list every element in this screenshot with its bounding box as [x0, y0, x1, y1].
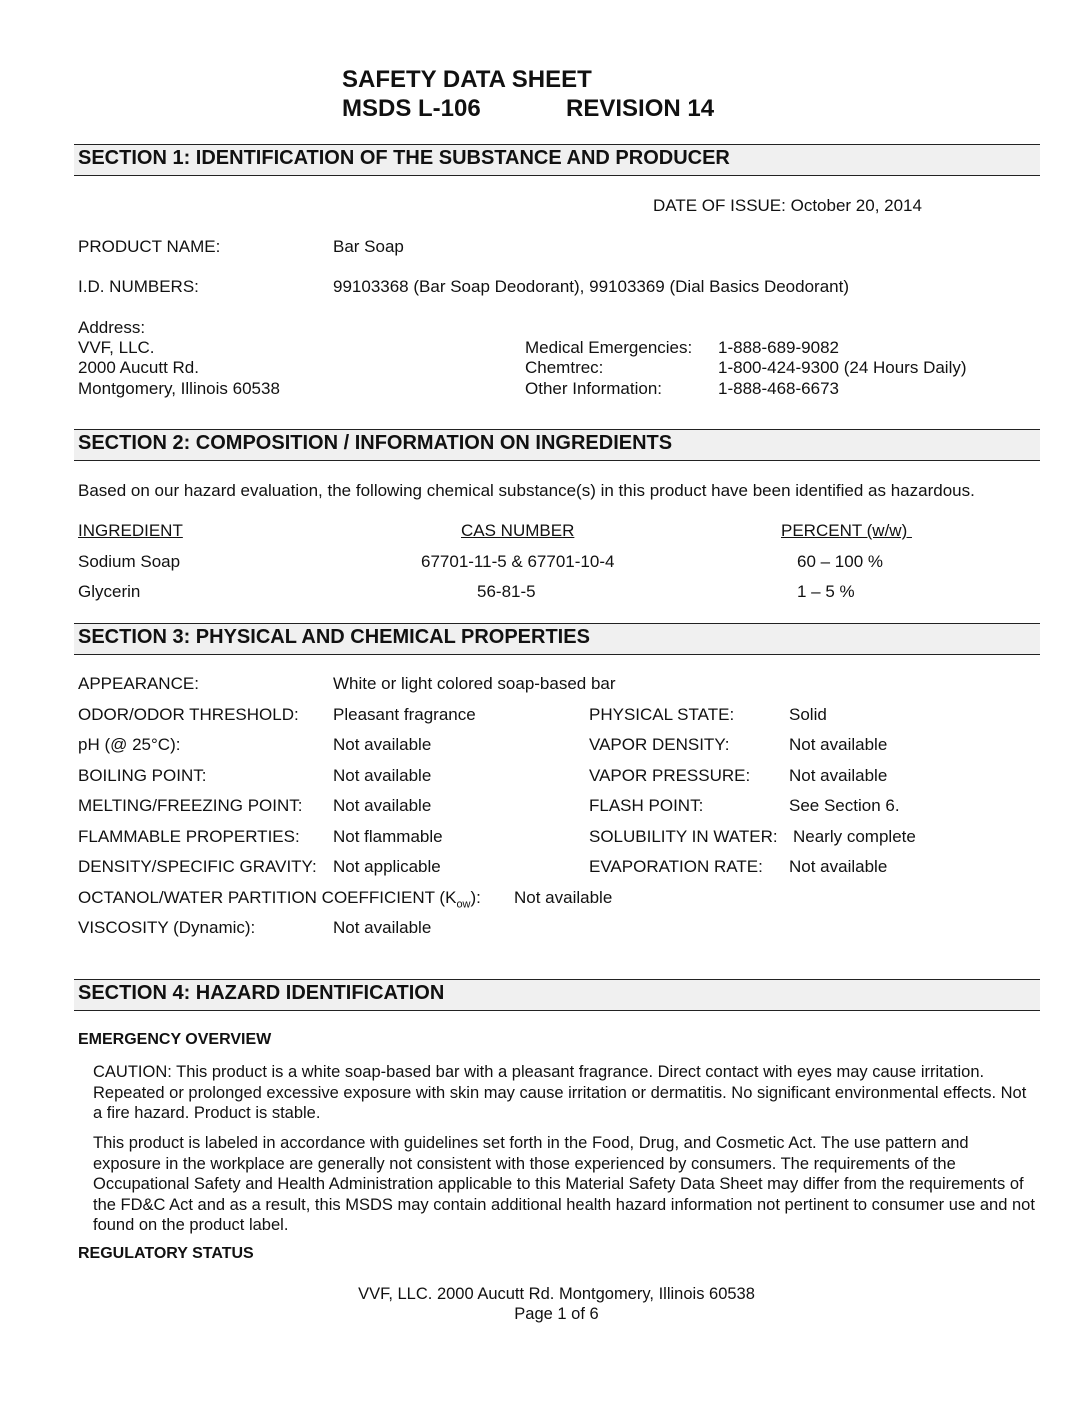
- id-numbers-value: 99103368 (Bar Soap Deodorant), 99103369 (Dial Basics Deodorant): [333, 277, 849, 296]
- document-title: SAFETY DATA SHEET: [342, 66, 592, 93]
- ingredient-cas: 67701-11-5 & 67701-10-4: [421, 552, 615, 571]
- property-value: Not available: [789, 735, 888, 754]
- octanol-coefficient-value: Not available: [514, 888, 613, 907]
- composition-intro: Based on our hazard evaluation, the following chemical substance(s) in this product have been identified as hazardous.: [78, 481, 975, 500]
- appearance-label: APPEARANCE:: [78, 674, 199, 693]
- ingredient-name: Glycerin: [78, 582, 141, 601]
- property-label: FLASH POINT:: [589, 796, 704, 815]
- column-header-percent: PERCENT (w/w): [781, 521, 912, 540]
- page-number: Page 1 of 6: [514, 1305, 599, 1323]
- column-header-cas: CAS NUMBER: [461, 521, 575, 540]
- property-value: Not available: [333, 796, 432, 815]
- product-name-label: PRODUCT NAME:: [78, 237, 221, 256]
- property-value: Not available: [789, 766, 888, 785]
- address-line: VVF, LLC.: [78, 338, 155, 357]
- property-label: PHYSICAL STATE:: [589, 705, 735, 724]
- caution-paragraph: CAUTION: This product is a white soap-based bar with a pleasant fragrance. Direct contact with eyes may cause irritation. Repeated or prolonged excessive exposure with skin may cause irritation or dermatitis. No significant environmental effects. Not a fire hazard. Product is stable.: [93, 1063, 1027, 1122]
- section-2-heading: SECTION 2: COMPOSITION / INFORMATION ON INGREDIENTS: [74, 429, 1040, 461]
- address-label: Address:: [78, 318, 146, 337]
- regulatory-status-heading: REGULATORY STATUS: [78, 1245, 254, 1262]
- ingredient-percent: 60 – 100 %: [797, 552, 884, 571]
- contact-label-other: Other Information:: [525, 379, 663, 398]
- contact-label-medical: Medical Emergencies:: [525, 338, 693, 357]
- property-value: See Section 6.: [789, 796, 900, 815]
- property-value: Not available: [333, 735, 432, 754]
- property-label: DENSITY/SPECIFIC GRAVITY:: [78, 857, 317, 876]
- property-value: Pleasant fragrance: [333, 705, 476, 724]
- octanol-coefficient-label: OCTANOL/WATER PARTITION COEFFICIENT $(K_{ow})$:: [78, 888, 481, 911]
- date-of-issue: DATE OF ISSUE: October 20, 2014: [653, 196, 922, 215]
- property-label: FLAMMABLE PROPERTIES:: [78, 827, 300, 846]
- product-name-value: Bar Soap: [333, 237, 404, 256]
- revision-number: REVISION 14: [566, 95, 715, 122]
- property-value: Not flammable: [333, 827, 443, 846]
- property-label: BOILING POINT:: [78, 766, 207, 785]
- contact-value-chemtrec: 1-800-424-9300 (24 Hours Daily): [718, 358, 967, 377]
- appearance-value: White or light colored soap-based bar: [333, 674, 616, 693]
- id-numbers-label: I.D. NUMBERS:: [78, 277, 199, 296]
- property-label: VAPOR DENSITY:: [589, 735, 730, 754]
- viscosity-value: Not available: [333, 918, 432, 937]
- property-value: Not available: [333, 766, 432, 785]
- ingredient-name: Sodium Soap: [78, 552, 181, 571]
- property-label: SOLUBILITY IN WATER:: [589, 827, 778, 846]
- emergency-overview-heading: EMERGENCY OVERVIEW: [78, 1031, 272, 1048]
- footer-address: VVF, LLC. 2000 Aucutt Rd. Montgomery, Illinois 60538: [358, 1285, 755, 1303]
- section-1-heading: SECTION 1: IDENTIFICATION OF THE SUBSTANCE AND PRODUCER: [74, 144, 1040, 176]
- property-label: ODOR/ODOR THRESHOLD:: [78, 705, 299, 724]
- property-value: Solid: [789, 705, 827, 724]
- msds-number: MSDS L-106: [342, 95, 481, 122]
- viscosity-label: VISCOSITY (Dynamic):: [78, 918, 256, 937]
- ingredient-cas: 56-81-5: [477, 582, 536, 601]
- property-value: Nearly complete: [793, 827, 916, 846]
- address-line: 2000 Aucutt Rd.: [78, 358, 199, 377]
- address-line: Montgomery, Illinois 60538: [78, 379, 280, 398]
- property-label: VAPOR PRESSURE:: [589, 766, 751, 785]
- property-value: Not applicable: [333, 857, 441, 876]
- contact-value-other: 1-888-468-6673: [718, 379, 839, 398]
- contact-value-medical: 1-888-689-9082: [718, 338, 839, 357]
- property-label: EVAPORATION RATE:: [589, 857, 763, 876]
- property-label: MELTING/FREEZING POINT:: [78, 796, 303, 815]
- section-4-heading: SECTION 4: HAZARD IDENTIFICATION: [74, 979, 1040, 1011]
- labeling-paragraph: This product is labeled in accordance with guidelines set forth in the Food, Drug, and Cosmetic Act. The use pattern and exposure in the workplace are generally not consistent with those experienced by consumers. The requirements of the Occupational Safety and Health Administration applicable to this Material Safety Data Sheet may differ from the requirements of the FD&C Act and as a result, this MSDS may contain additional health hazard information not pertinent to consumer use and not found on the product label.: [93, 1134, 1035, 1234]
- section-3-heading: SECTION 3: PHYSICAL AND CHEMICAL PROPERTIES: [74, 623, 1040, 655]
- ingredient-percent: 1 – 5 %: [797, 582, 855, 601]
- column-header-ingredient: INGREDIENT: [78, 521, 183, 540]
- property-value: Not available: [789, 857, 888, 876]
- contact-label-chemtrec: Chemtrec:: [525, 358, 604, 377]
- property-label: pH (@ 25°C):: [78, 735, 181, 754]
